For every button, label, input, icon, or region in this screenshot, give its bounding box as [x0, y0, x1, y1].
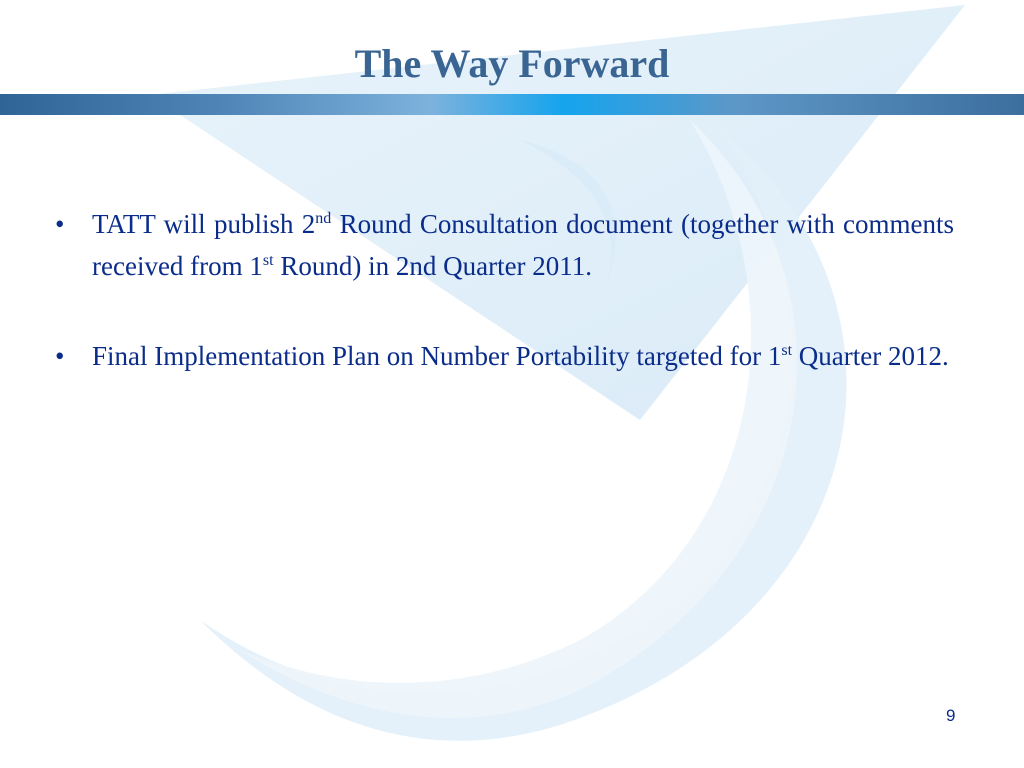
superscript: st	[781, 342, 793, 359]
bullet-text	[92, 341, 949, 371]
bullet-text-part: Final Implementation Plan on Number Portability targeted for 1	[92, 341, 782, 371]
slide-title: The Way Forward	[354, 41, 670, 86]
bullet-item	[55, 203, 954, 287]
bullet-mark: •	[55, 209, 65, 239]
bullet-list	[55, 203, 954, 425]
bullet-text-part: TATT will publish 2	[92, 209, 316, 239]
bullet-item	[55, 335, 954, 377]
bullet-text-part: Quarter 2012.	[792, 341, 949, 371]
superscript: st	[262, 252, 274, 269]
header-divider-band	[0, 94, 1024, 115]
superscript: nd	[315, 210, 332, 227]
bullet-mark: •	[55, 341, 65, 371]
bullet-text-part: Round) in 2nd Quarter 2011.	[273, 251, 593, 281]
page-number: 9	[946, 706, 956, 725]
bullet-text	[92, 209, 954, 281]
bullet-text-part: Round Consultation document (together with comments received from 1	[92, 209, 954, 281]
